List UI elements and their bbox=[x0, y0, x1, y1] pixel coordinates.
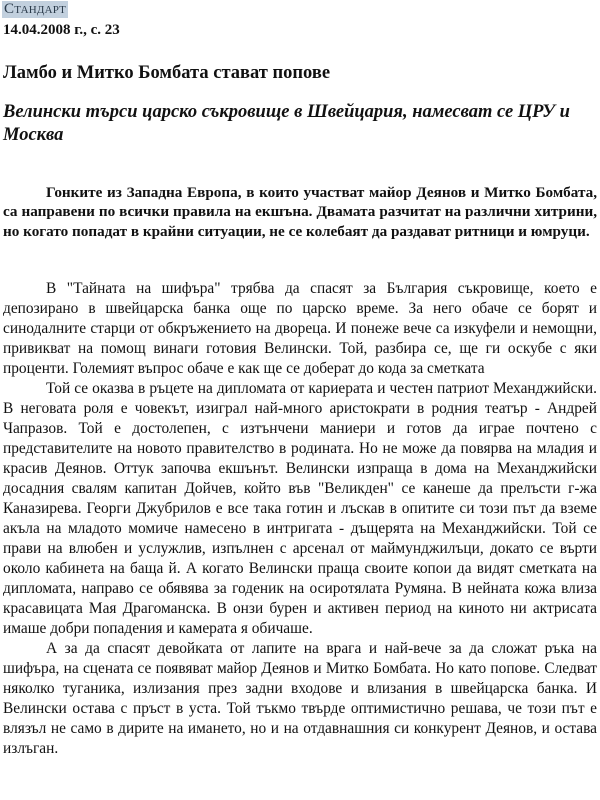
article-paragraph: А за да спасят девойката от лапите на врага и най-вече за да сложат ръка на шифъра, на сцената се появяват майор Деянов и Митко Бомбата. Но като попове. Следват няколко туганика, излизания през задни входове и влизания в швейцарска банка. И Велински остава с пръст в уста. Той тъкмо твърде оптимистично решава, че този път е влязъл не само в дирите на имането, но и на отдавнашния си конкурент Деянов, и остава излъган. bbox=[3, 640, 597, 757]
source-label: Стандарт bbox=[4, 1, 67, 17]
dateline: 14.04.2008 г., с. 23 bbox=[3, 22, 120, 38]
article-paragraph: В "Тайната на шифъра" трябва да спасят за България съкровище, което е депозирано в швейцарска банка още по царско време. За него обаче се борят и синодалните старци от обкръжението на двореца. И понеже вече са изкуфели и немощни, привикват на помощ винаги готовия Велински. Той, разбира се, ще ги оскубе с яки проценти. Големият въпрос обаче е как ще се доберат до кода за сметката bbox=[3, 280, 597, 377]
article-body bbox=[3, 279, 597, 759]
article-lead: Гонките из Западна Европа, в които участват майор Деянов и Митко Бомбата, са направени по всички правила на екшъна. Двамата разчитат на различни хитрини, но когато попадат в крайни ситуации, не се колебаят да раздават ритници и юмруци. bbox=[3, 184, 597, 240]
article-paragraph: Той се оказва в ръцете на дипломата от кариерата и честен патриот Механджийски. В неговата роля е човекът, изиграл най-много аристократи в родния театър - Андрей Чапразов. Той е достолепен, с изтънчени маниери и готов да играе почтено с представителите на новото правителство в родината. Но не може да повярва на младия и красив Деянов. Оттук започва екшънът. Велински изпраща в дома на Механджийски досадния свалям капитан Дойчев, който във "Великден" се канеше да прелъсти г-жа Каназирева. Георги Джубрилов е все така готин и лъскав в опитите си този път да вземе акъла на младото момиче намесено в интригата - дъщерята на Механджийски. Той се прави на влюбен и услужлив, изпълнен с арсенал от маймунджилъци, докато се върти около кабинета на баща й. А когато Велински праща своите копои да видят сметката на дипломата, направо се обявява за годеник на осиротялата Румяна. В нейната кожа влиза красавицата Мая Драгоманска. В онзи бурен и активен период на киното ни актрисата имаше добри попадения и камерата я обичаше. bbox=[3, 380, 597, 637]
article-headline: Ламбо и Митко Бомбата стават попове bbox=[3, 63, 331, 83]
article-subheadline: Велински търси царско съкровище в Швейцария, намесват се ЦРУ и Москва bbox=[3, 102, 570, 145]
